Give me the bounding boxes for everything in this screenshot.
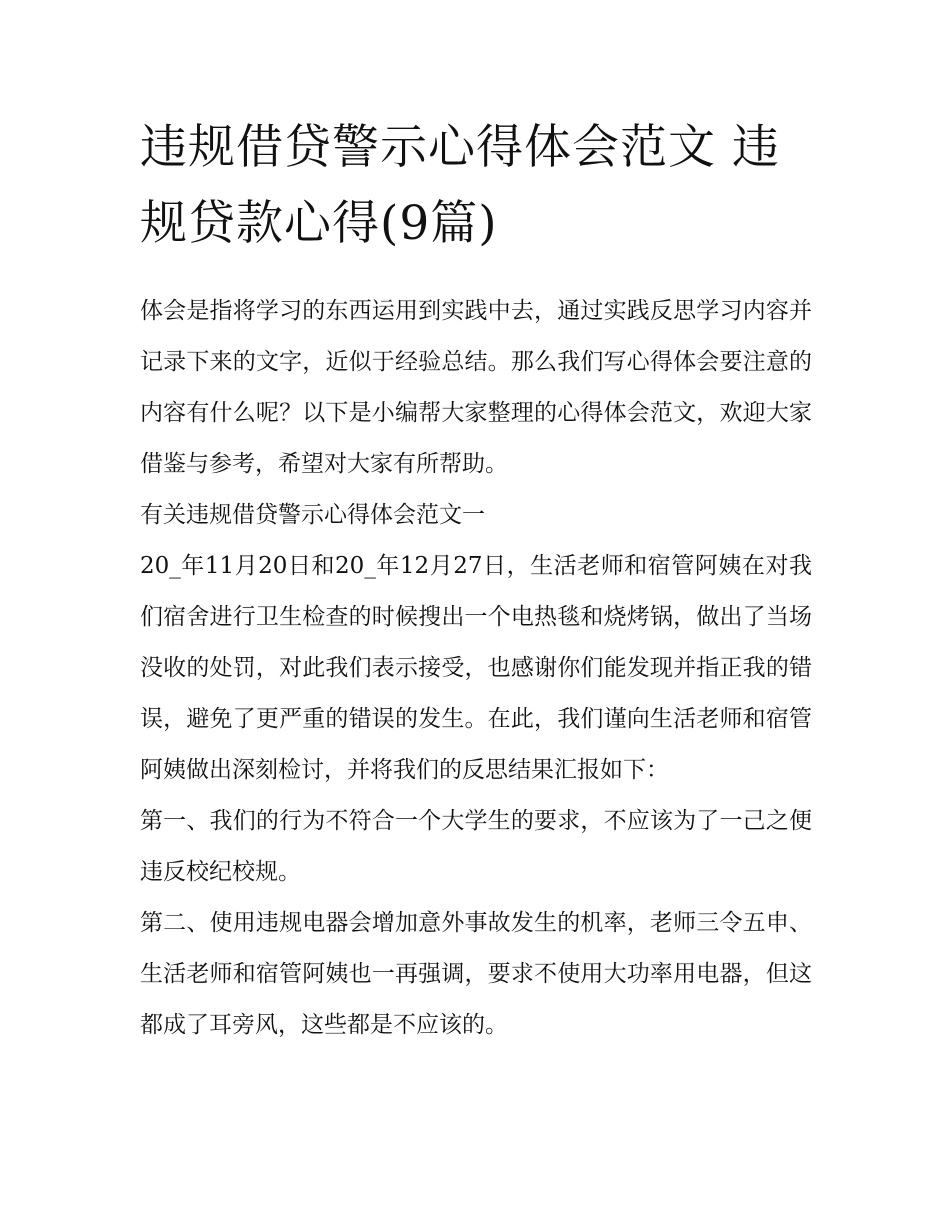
body-paragraph: 20_年11月20日和20_年12月27日，生活老师和宿管阿姨在对我们宿舍进行卫生检查的时候搜出一个电热毯和烧烤锅，做出了当场没收的处罚，对此我们表示接受，也感谢你们能发现并指正我的错误，避免了更严重的错误的发生。在此，我们谨向生活老师和宿管阿姨做出深刻检讨，并将我们的反思结果汇报如下： <box>140 553 812 783</box>
intro-paragraph: 体会是指将学习的东西运用到实践中去，通过实践反思学习内容并记录下来的文字，近似于经验总结。那么我们写心得体会要注意的内容有什么呢？以下是小编帮大家整理的心得体会范文，欢迎大家借鉴与参考，希望对大家有所帮助。 <box>140 298 812 477</box>
body-paragraph: 第一、我们的行为不符合一个大学生的要求，不应该为了一己之便违反校纪校规。 <box>140 808 812 885</box>
section-heading: 有关违规借贷警示心得体会范文一 <box>140 502 485 528</box>
document-page <box>140 110 812 1051</box>
document-title: 违规借贷警示心得体会范文 违规贷款心得(9篇) <box>140 120 780 251</box>
body-paragraph: 第二、使用违规电器会增加意外事故发生的机率，老师三令五申、生活老师和宿管阿姨也一再强调，要求不使用大功率用电器，但这都成了耳旁风，这些都是不应该的。 <box>140 910 812 1038</box>
